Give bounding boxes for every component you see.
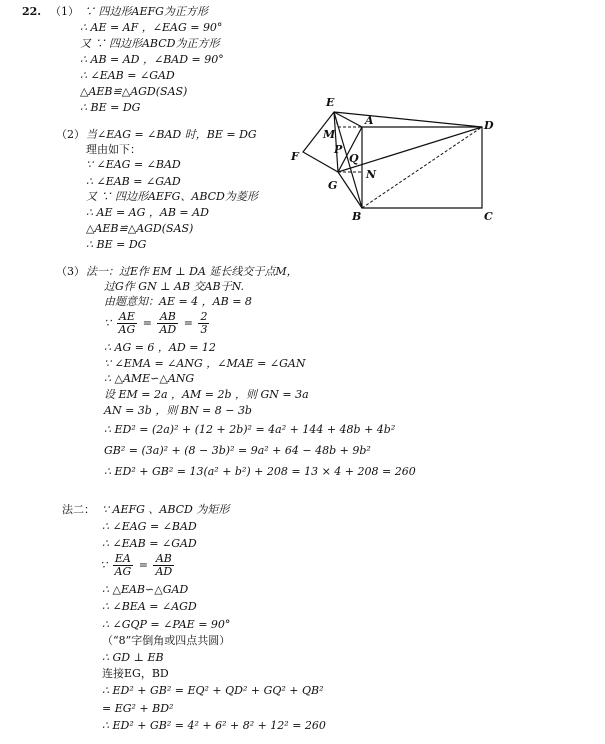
part1-line-5: ∴ ∠EAB = ∠GAD: [80, 69, 175, 82]
part3-frac-ae-ag: [117, 311, 138, 336]
part3-frac-2-3: [198, 311, 209, 336]
method2-line-4: ∴ △EAB∽△GAD: [102, 583, 189, 596]
method2-line-3: ∴ ∠EAB = ∠GAD: [102, 537, 197, 550]
segment-gd: [338, 127, 482, 172]
problem-number: 22.: [22, 5, 42, 18]
part3-frac2-den: AD: [159, 323, 177, 336]
part3-line-9: ∴ ED² = (2a)² + (12 + 2b)² = 4a² + 144 + 48b + 4b²: [104, 423, 396, 436]
segment-em: [334, 112, 338, 127]
method2-line-9: 连接EG，BD: [102, 667, 169, 680]
method2-ratio-eq: =: [138, 558, 148, 572]
method2-ratio-equation: [100, 553, 176, 578]
label-d: D: [484, 119, 494, 132]
method2-line-1: ∵ AEFG 、ABCD 为矩形: [102, 503, 230, 516]
part2-line-8: ∴ BE = DG: [86, 238, 147, 251]
method2-ratio-prefix: ∵: [100, 558, 107, 572]
part3-line-2: 过G作 GN ⊥ AB 交AB于N.: [104, 280, 245, 293]
part3-frac2-num: AB: [157, 311, 178, 324]
part3-line-8: AN = 3b ，则 BN = 8 − 3b: [104, 404, 252, 417]
segment-eb: [334, 112, 362, 208]
method2-line-7: （“8”字倒角或四点共圆）: [102, 634, 231, 647]
part2-line-2: 理由如下：: [86, 143, 141, 156]
part2-line-1: 当∠EAG = ∠BAD 时，BE = DG: [86, 128, 257, 141]
method2-frac2-den: AD: [155, 565, 173, 578]
part3-line-6: ∴ △AME∽△ANG: [104, 372, 195, 385]
label-n: N: [366, 168, 377, 181]
label-e: E: [326, 96, 335, 109]
label-p: P: [334, 143, 343, 156]
part1-line-3: 又 ∵ 四边形ABCD为正方形: [80, 37, 220, 50]
segment-gb: [338, 172, 362, 208]
part1-line-6: △AEB≌△AGD(SAS): [80, 85, 188, 98]
part3-label: （3）: [56, 265, 85, 278]
method2-line-11: = EG² + BD²: [102, 702, 174, 715]
part3-frac1-den: AG: [118, 323, 136, 336]
method2-line-6: ∴ ∠GQP = ∠PAE = 90°: [102, 618, 231, 631]
part1-label: （1）: [50, 5, 79, 18]
part2-line-7: △AEB≌△AGD(SAS): [86, 222, 194, 235]
part3-line-4: ∴ AG = 6 ，AD = 12: [104, 341, 216, 354]
part3-line-7: 设 EM = 2a ，AM = 2b ，则 GN = 3a: [104, 388, 309, 401]
part3-ratio-eq2: =: [183, 316, 193, 330]
label-f: F: [291, 150, 299, 163]
method2-frac-ab-ad: [153, 553, 174, 578]
segment-bd: [362, 127, 482, 208]
part3-ratio-equation: [104, 311, 211, 336]
part1-line-4: ∴ AB = AD ，∠BAD = 90°: [80, 53, 224, 66]
part3-frac3-num: 2: [200, 310, 208, 323]
part1-line-2: ∴ AE = AF ，∠EAG = 90°: [80, 21, 223, 34]
label-g: G: [328, 179, 338, 192]
part2-line-5: 又 ∵ 四边形AEFG、ABCD为菱形: [86, 190, 258, 203]
rectangle-abcd: [362, 127, 482, 208]
part2-line-4: ∴ ∠EAB = ∠GAD: [86, 175, 181, 188]
method2-frac2-num: AB: [153, 553, 174, 566]
rectangle-aefg: [303, 112, 362, 172]
label-c: C: [484, 210, 493, 223]
method2-line-12: ∴ ED² + GB² = 4² + 6² + 8² + 12² = 260: [102, 719, 326, 732]
method2-frac1-num: EA: [113, 553, 134, 566]
method2-line-2: ∴ ∠EAG = ∠BAD: [102, 520, 197, 533]
part3-line-5: ∵ ∠EMA = ∠ANG ，∠MAE = ∠GAN: [104, 357, 306, 370]
label-q: Q: [349, 152, 359, 165]
part3-frac3-den: 3: [200, 323, 208, 336]
method2-label: 法二：: [62, 503, 95, 516]
label-m: M: [323, 128, 336, 141]
part3-line-3: 由题意知：AE = 4 ，AB = 8: [104, 295, 252, 308]
method2-frac1-den: AG: [114, 565, 132, 578]
method2-line-8: ∴ GD ⊥ EB: [102, 651, 164, 664]
segment-eg: [334, 112, 338, 172]
part1-line-7: ∴ BE = DG: [80, 101, 141, 114]
part2-line-6: ∴ AE = AG ，AB = AD: [86, 206, 209, 219]
label-a: A: [365, 114, 374, 127]
part3-frac1-num: AE: [117, 311, 138, 324]
part3-ratio-eq1: =: [142, 316, 152, 330]
part1-line-1: ∵ 四边形AEFG为正方形: [84, 5, 208, 18]
part3-frac-ab-ad: [157, 311, 178, 336]
part3-ratio-prefix: ∵: [104, 316, 111, 330]
method2-frac-ea-ag: [113, 553, 134, 578]
part3-line-10: GB² = (3a)² + (8 − 3b)² = 9a² + 64 − 48b + 9b²: [104, 444, 371, 457]
part2-line-3: ∵ ∠EAG = ∠BAD: [86, 158, 181, 171]
method2-line-5: ∴ ∠BEA = ∠AGD: [102, 600, 197, 613]
part3-line-11: ∴ ED² + GB² = 13(a² + b²) + 208 = 13 × 4 + 208 = 260: [104, 465, 416, 478]
label-b: B: [352, 210, 362, 223]
method2-line-10: ∴ ED² + GB² = EQ² + QD² + GQ² + QB²: [102, 684, 324, 697]
part3-line-1: 法一：过E作 EM ⊥ DA 延长线交于点M，: [86, 265, 298, 278]
part2-label: （2）: [56, 128, 85, 141]
segment-ed: [334, 112, 482, 127]
